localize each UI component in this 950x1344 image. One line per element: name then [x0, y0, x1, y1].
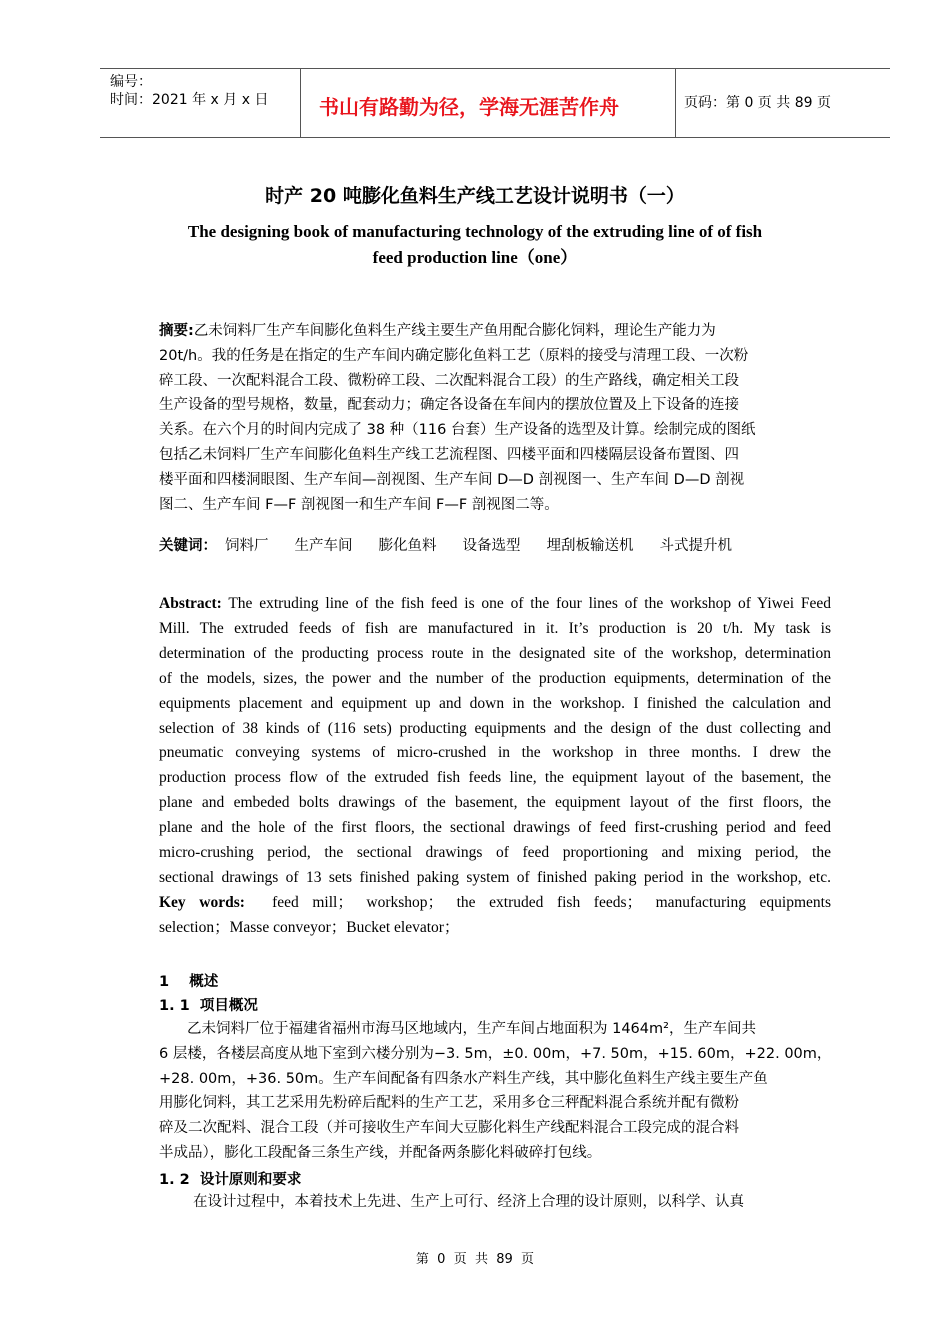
abstract-chinese: [159, 319, 831, 517]
abstract-en-line: plane and the hole of the first floors, the sectional drawings of feed first-crushing period and feed: [159, 819, 831, 837]
keywords-chinese: [159, 534, 758, 559]
abstract-en-line: of the models, sizes, the power and the number of the production equipments, determination of the: [159, 669, 831, 687]
abstract-cn-line: 图二、生产车间 F—F 剖视图一和生产车间 F—F 剖视图二等。: [159, 496, 559, 513]
keyword-item: 生产车间: [294, 538, 353, 554]
abstract-cn-line: 包括乙未饲料厂生产车间膨化鱼料生产线工艺流程图、四楼平面和四楼隔层设备布置图、四: [159, 446, 739, 463]
abstract-cn-line: 楼平面和四楼洞眼图、生产车间—剖视图、生产车间 D—D 剖视图一、生产车间 D—D 剖视: [159, 471, 745, 488]
abstract-en-line: plane and embeded bolts drawings of the basement, the equipment layout of the first floors, the: [159, 794, 831, 812]
paragraph-line: +28. 00m，+36. 50m。生产车间配备有四条水产料生产线，其中膨化鱼料生产线主要生产鱼: [159, 1070, 768, 1087]
section-heading: 1 概述: [159, 974, 219, 990]
paragraph-line: 用膨化饲料，其工艺采用先粉碎后配料的生产工艺，采用多仓三秤配料混合系统并配有微粉: [159, 1095, 739, 1112]
abstract-en-line: micro-crushing period, the sectional drawings of feed proportioning and mixing period, the: [159, 844, 831, 862]
keywords-cn-label: 关键词：: [159, 538, 217, 554]
abstract-en-line: Mill. The extruded feeds of fish are manufactured in it. It’s production is 20 t/h. My task is: [159, 619, 831, 637]
section-1-1-body: [159, 1017, 831, 1166]
keyword-item: 膨化鱼料: [378, 538, 437, 554]
header-motto-cell: [300, 69, 676, 137]
paragraph-line: 6 层楼，各楼层高度从地下室到六楼分别为−3. 5m，±0. 00m，+7. 50m，+15. 60m，+22. 00m，: [159, 1045, 832, 1062]
header-page-label: 页码：第 0 页 共 89 页: [684, 95, 831, 111]
header-motto: 书山有路勤为径，学海无涯苦作舟: [319, 95, 619, 119]
keywords-en-line-1: feed mill； workshop； the extruded fish feeds； manufacturing equipments: [272, 893, 832, 911]
keywords-en-label: Key words:: [159, 893, 245, 911]
paragraph-line: 在设计过程中，本着技术上先进、生产上可行、经济上合理的设计原则，以科学、认真: [193, 1194, 744, 1210]
abstract-en-line: pneumatic conveying systems of micro-crushed in the workshop in three months. I drew the: [159, 744, 831, 762]
keyword-item: 埋刮板输送机: [546, 538, 634, 554]
header-number-label: 编号：: [110, 74, 152, 90]
paragraph-line: 乙未饲料厂位于福建省福州市海马区地域内，生产车间占地面积为 1464m²，生产车间共: [187, 1021, 756, 1037]
title-english-line-1: The designing book of manufacturing technology of the extruding line of of fish: [187, 222, 763, 241]
abstract-en-line: sectional drawings of 13 sets finished paking system of finished paking period in the workshop, etc.: [159, 868, 831, 886]
abstract-en-line: determination of the producting process route in the designated site of the workshop, determination: [159, 644, 831, 662]
page-footer: 第 0 页 共 89 页: [415, 1252, 535, 1267]
paragraph-line: 半成品），膨化工段配备三条生产线，并配备两条膨化料破碎打包线。: [159, 1144, 602, 1161]
abstract-en-line: The extruding line of the fish feed is one of the four lines of the workshop of Yiwei Feed: [228, 595, 831, 612]
header-time-label: 时间：2021 年 x 月 x 日: [110, 92, 269, 108]
abstract-cn-label: 摘要:: [159, 323, 194, 339]
title-english-line-2: feed production line（one）: [372, 248, 578, 267]
header-page-cell: [676, 69, 890, 137]
abstract-cn-line: 生产设备的型号规格，数量，配套动力；确定各设备在车间内的摆放位置及上下设备的连接: [159, 397, 739, 414]
document-header: [100, 68, 890, 138]
abstract-english: [159, 592, 831, 941]
abstract-en-line: selection of 38 kinds of (116 sets) producting equipments and the design of the dust collecting and: [159, 719, 831, 737]
paragraph-line: 碎及二次配料、混合工段（并可接收生产车间大豆膨化料生产线配料混合工段完成的混合料: [159, 1120, 739, 1137]
subsection-heading: 1. 2 设计原则和要求: [159, 1172, 302, 1188]
abstract-en-line: production process flow of the extruded fish feeds line, the equipment layout of the basement, the: [159, 769, 831, 787]
keyword-item: 斗式提升机: [659, 538, 732, 554]
abstract-cn-line: 20t/h。我的任务是在指定的生产车间内确定膨化鱼料工艺（原料的接受与清理工段、一次粉: [159, 347, 749, 364]
header-meta-cell: [100, 69, 300, 137]
abstract-en-line: equipments placement and equipment up and down in the workshop. I finished the calculation and: [159, 694, 831, 712]
keyword-item: 设备选型: [462, 538, 521, 554]
section-1-2-body: [159, 1190, 831, 1215]
subsection-heading: 1. 1 项目概况: [159, 998, 258, 1014]
abstract-en-label: Abstract:: [159, 595, 222, 612]
abstract-cn-line: 乙未饲料厂生产车间膨化鱼料生产线主要生产鱼用配合膨化饲料，理论生产能力为: [193, 323, 716, 339]
abstract-cn-line: 关系。在六个月的时间内完成了 38 种（116 台套）生产设备的选型及计算。绘制完成的图纸: [159, 422, 756, 439]
title-chinese: 时产 20 吨膨化鱼料生产线工艺设计说明书（一）: [265, 185, 685, 207]
keyword-item: 饲料厂: [225, 538, 269, 554]
abstract-cn-line: 碎工段、一次配料混合工段、微粉碎工段、二次配料混合工段）的生产路线，确定相关工段: [159, 372, 739, 389]
keywords-en-line-2: selection；Masse conveyor；Bucket elevator；: [159, 918, 460, 936]
